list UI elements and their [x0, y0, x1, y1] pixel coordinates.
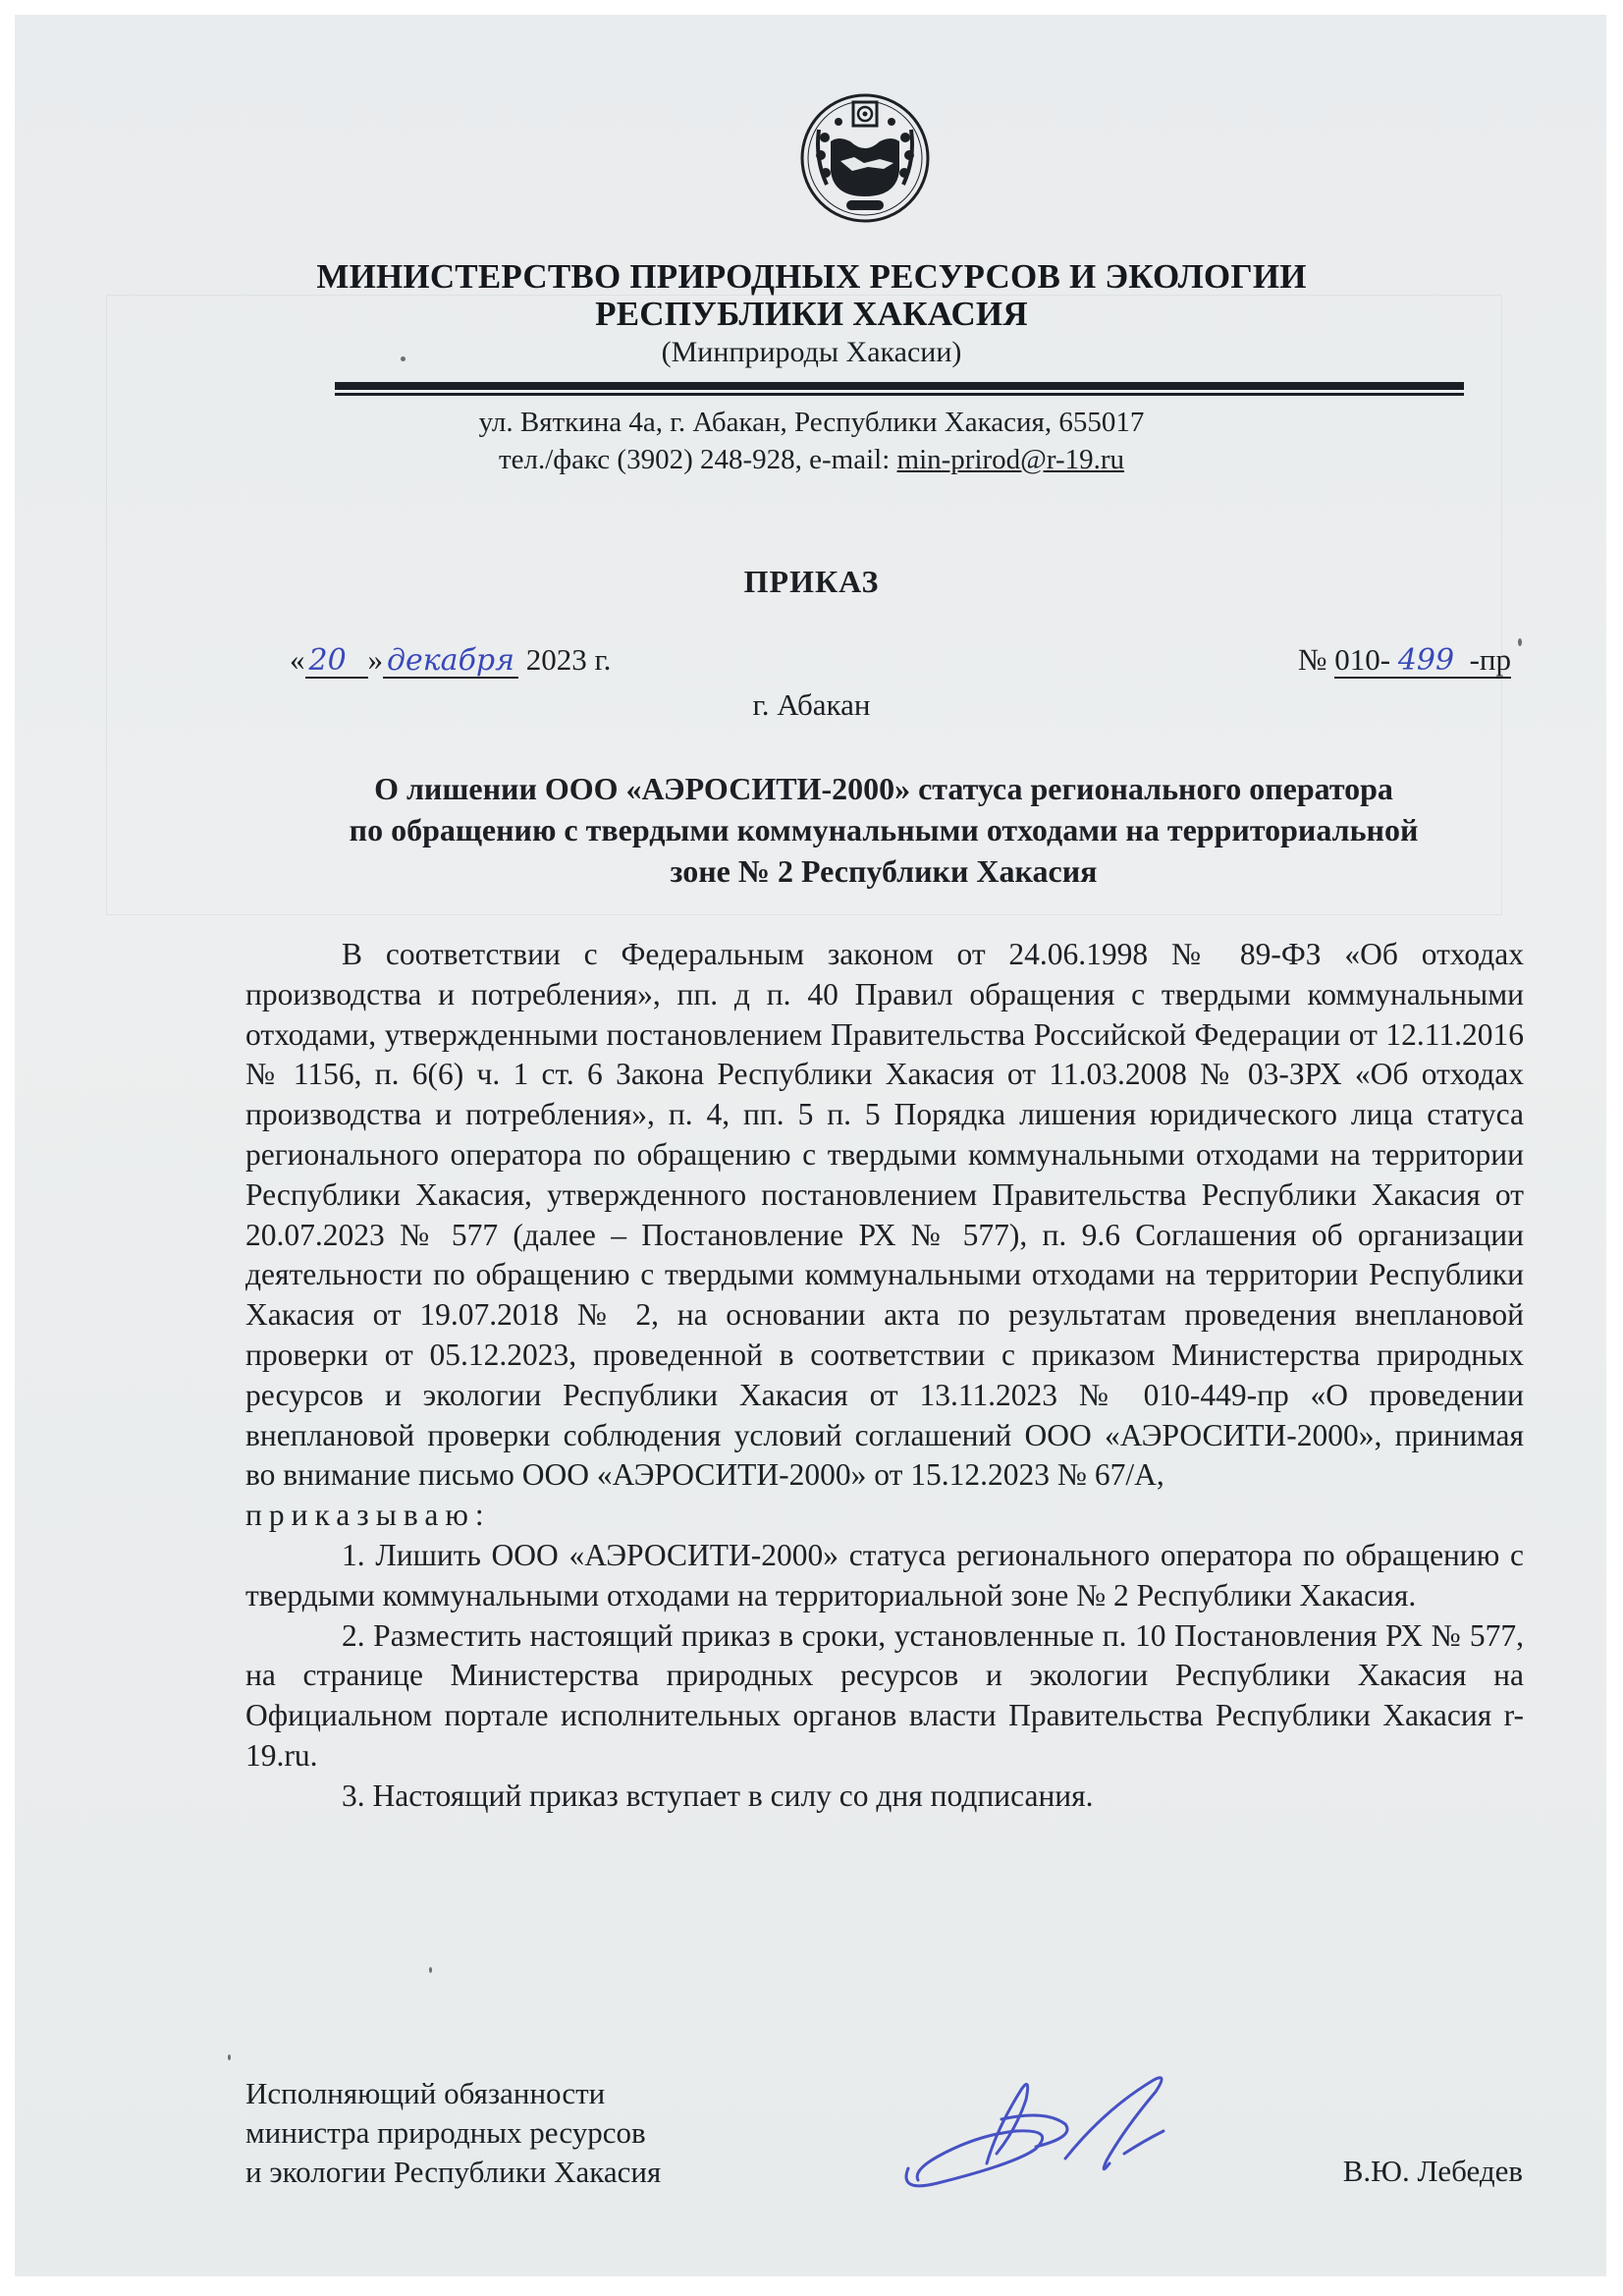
- number-handwritten: 499: [1397, 643, 1455, 678]
- scan-speck: [228, 2054, 231, 2060]
- document-type: ПРИКАЗ: [743, 564, 880, 599]
- scan-speck: [1518, 638, 1522, 646]
- header-rule-thin: [335, 393, 1464, 396]
- order-item: 2. Разместить настоящий приказ в сроки, установленные п. 10 Постановления РХ № 577, на странице Министерства природных ресурсов и экологии Республики Хакасия на Официальном портале исполнительных органов власти Правительства Республики Хакасия r-19.ru.: [245, 1617, 1524, 1773]
- date-month-handwritten: декабря: [383, 645, 518, 679]
- number-sign: №: [1297, 642, 1327, 677]
- document-subject: [255, 768, 1512, 892]
- scan-speck: [429, 1967, 432, 1973]
- email-link[interactable]: min-prirod@r-19.ru: [896, 444, 1125, 475]
- position-line: Исполняющий обязанности: [245, 2076, 606, 2110]
- subject-line: зоне № 2 Республики Хакасия: [670, 853, 1098, 889]
- org-address: ул. Вяткина 4а, г. Абакан, Республики Хакасия, 655017: [478, 407, 1145, 438]
- order-item: 3. Настоящий приказ вступает в силу со дня подписания.: [342, 1777, 1094, 1813]
- number-prefix: 010-: [1334, 642, 1391, 677]
- position-line: министра природных ресурсов: [245, 2115, 646, 2150]
- number-suffix: -пр: [1469, 642, 1511, 677]
- order-item: 1. Лишить ООО «АЭРОСИТИ-2000» статуса регионального оператора по обращению с твердыми коммунальными отходами на территориальной зоне № 2 Республики Хакасия.: [245, 1537, 1524, 1613]
- date-day-handwritten: 20: [305, 645, 368, 679]
- org-short-name: (Минприроды Хакасии): [661, 336, 962, 368]
- document-date: [290, 642, 611, 679]
- body-preamble: В соответствии с Федеральным законом от 24.06.1998 № 89-ФЗ «Об отходах производства и потребления», пп. д п. 40 Правил обращения с твердыми коммунальными отходами, утвержденными постановлением Правительства Российской Федерации от 12.11.2016 № 1156, п. 6(6) ч. 1 ст. 6 Закона Республики Хакасия от 11.03.2008 № 03-ЗРХ «Об отходах производства и потребления», п. 4, пп. 5 п. 5 Порядка лишения юридического лица статуса регионального оператора по обращению с твердыми коммунальными отходами на территории Республики Хакасия, утвержденного постановлением Правительства Республики Хакасия от 20.07.2023 № 577 (далее – Постановление РХ № 577), п. 9.6 Соглашения об организации деятельности по обращению с твердыми коммунальными отходами на территории Республики Хакасия от 19.07.2018 № 2, на основании акта по результатам проведения внеплановой проверки от 05.12.2023, проведенной в соответствии с приказом Министерства природных ресурсов и экологии Республики Хакасия от 13.11.2023 № 010-449-пр «О проведении внеплановой проверки соблюдения условий соглашений ООО «АЭРОСИТИ-2000», принимая во внимание письмо ООО «АЭРОСИТИ-2000» от 15.12.2023 № 67/А,: [245, 937, 1524, 1493]
- org-name-line1: МИНИСТЕРСТВО ПРИРОДНЫХ РЕСУРСОВ И ЭКОЛОГИИ: [316, 257, 1307, 296]
- scan-speck: [401, 356, 406, 361]
- number-field: [1334, 644, 1511, 679]
- document-number: [1298, 642, 1511, 679]
- date-year: 2023 г.: [525, 642, 612, 677]
- phone-fax: тел./факс (3902) 248-928, e-mail:: [498, 444, 897, 475]
- handwritten-signature-icon: [898, 2070, 1252, 2198]
- order-word: приказываю:: [245, 1498, 491, 1533]
- header-rule-thick: [335, 382, 1464, 390]
- document-city: г. Абакан: [752, 687, 871, 722]
- org-contacts: [0, 444, 1623, 476]
- subject-line: О лишении ООО «АЭРОСИТИ-2000» статуса регионального оператора: [374, 771, 1393, 806]
- org-name-line2: РЕСПУБЛИКИ ХАКАСИЯ: [595, 295, 1028, 333]
- document-body: [245, 935, 1524, 1817]
- position-line: и экологии Республики Хакасия: [245, 2155, 662, 2189]
- subject-line: по обращению с твердыми коммунальными отходами на территориальной: [349, 812, 1419, 847]
- coat-of-arms-icon: [799, 90, 931, 226]
- signatory-position: [245, 2074, 661, 2192]
- date-close-quote: »: [367, 642, 383, 677]
- date-open-quote: «: [290, 642, 305, 677]
- signatory-name: В.Ю. Лебедев: [1342, 2154, 1523, 2188]
